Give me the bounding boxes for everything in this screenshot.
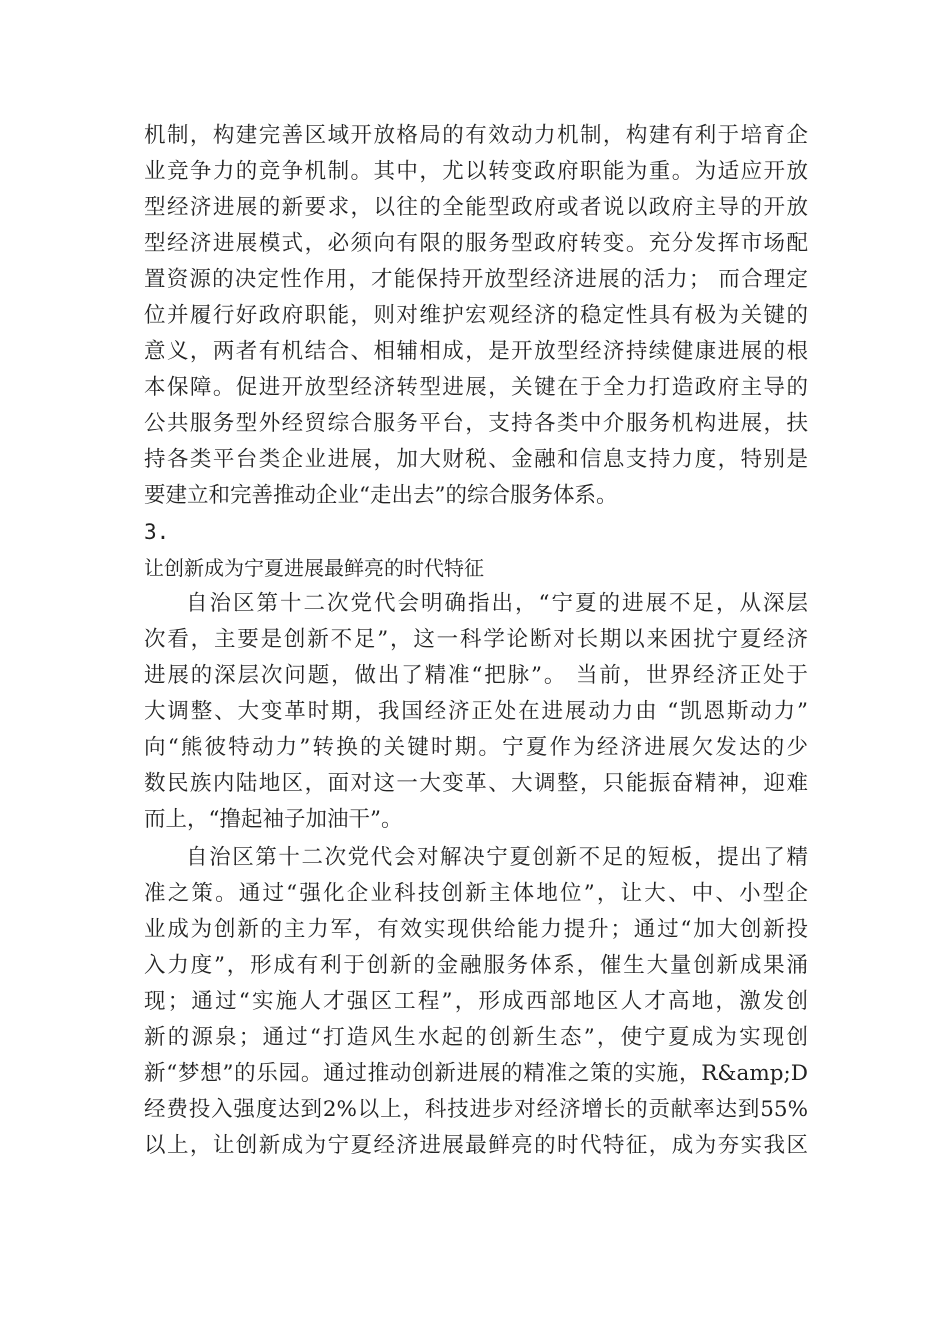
text-line: 位并履行好政府职能，则对维护宏观经济的稳定性具有极为关键的	[144, 303, 808, 328]
text-line: 现；通过“实施人才强区工程”，形成西部地区人才高地，激发创	[144, 989, 808, 1014]
text-line: 业竞争力的竞争机制。其中，尤以转变政府职能为重。为适应开放	[144, 159, 808, 184]
text-line: 本保障。促进开放型经济转型进展，关键在于全力打造政府主导的	[144, 375, 808, 400]
paragraph-innovation-shortfall	[144, 586, 808, 838]
text-line: 大调整、大变革时期，我国经济正处在进展动力由 “凯恩斯动力”	[144, 699, 808, 724]
text-line: 经费投入强度达到2%以上，科技进步对经济增长的贡献率达到55%	[144, 1097, 808, 1122]
text-line: 公共服务型外经贸综合服务平台，支持各类中介服务机构进展，扶	[144, 411, 808, 436]
section-number: 3.	[144, 520, 170, 544]
text-line: 向“熊彼特动力”转换的关键时期。宁夏作为经济进展欠发达的少	[144, 735, 808, 760]
text-line: 进展的深层次问题，做出了精准“把脉”。 当前，世界经济正处于	[144, 663, 808, 688]
paragraph-opening-mechanisms	[144, 118, 808, 514]
text-line: 而上，“撸起袖子加油干”。	[144, 807, 403, 832]
text-line: 以上，让创新成为宁夏经济进展最鲜亮的时代特征，成为夯实我区	[144, 1133, 808, 1158]
text-line: 新“梦想”的乐园。通过推动创新进展的精准之策的实施，R&amp;D	[144, 1061, 808, 1086]
text-line: 要建立和完善推动企业“走出去”的综合服务体系。	[144, 483, 618, 508]
text-line: 准之策。通过“强化企业科技创新主体地位”，让大、中、小型企	[144, 881, 808, 906]
text-line: 自治区第十二次党代会对解决宁夏创新不足的短板，提出了精	[186, 845, 808, 870]
document-body	[144, 118, 808, 1164]
section-title: 让创新成为宁夏进展最鲜亮的时代特征	[144, 556, 484, 580]
text-line: 型经济进展模式，必须向有限的服务型政府转变。充分发挥市场配	[144, 231, 808, 256]
paragraph-innovation-policy	[144, 840, 808, 1164]
text-line: 新的源泉；通过“打造风生水起的创新生态”，使宁夏成为实现创	[144, 1025, 808, 1050]
text-line: 置资源的决定性作用，才能保持开放型经济进展的活力； 而合理定	[144, 267, 808, 292]
text-line: 机制，构建完善区域开放格局的有效动力机制，构建有利于培育企	[144, 123, 808, 148]
text-line: 业成为创新的主力军，有效实现供给能力提升；通过“加大创新投	[144, 917, 808, 942]
text-line: 持各类平台类企业进展，加大财税、金融和信息支持力度，特别是	[144, 447, 808, 472]
text-line: 数民族内陆地区，面对这一大变革、大调整，只能振奋精神，迎难	[144, 771, 808, 796]
text-line: 意义，两者有机结合、相辅相成，是开放型经济持续健康进展的根	[144, 339, 808, 364]
text-line: 入力度”，形成有利于创新的金融服务体系，催生大量创新成果涌	[144, 953, 808, 978]
text-line: 次看，主要是创新不足”，这一科学论断对长期以来困扰宁夏经济	[144, 627, 808, 652]
text-line: 型经济进展的新要求，以往的全能型政府或者说以政府主导的开放	[144, 195, 808, 220]
text-line: 自治区第十二次党代会明确指出，“宁夏的进展不足，从深层	[186, 591, 808, 616]
